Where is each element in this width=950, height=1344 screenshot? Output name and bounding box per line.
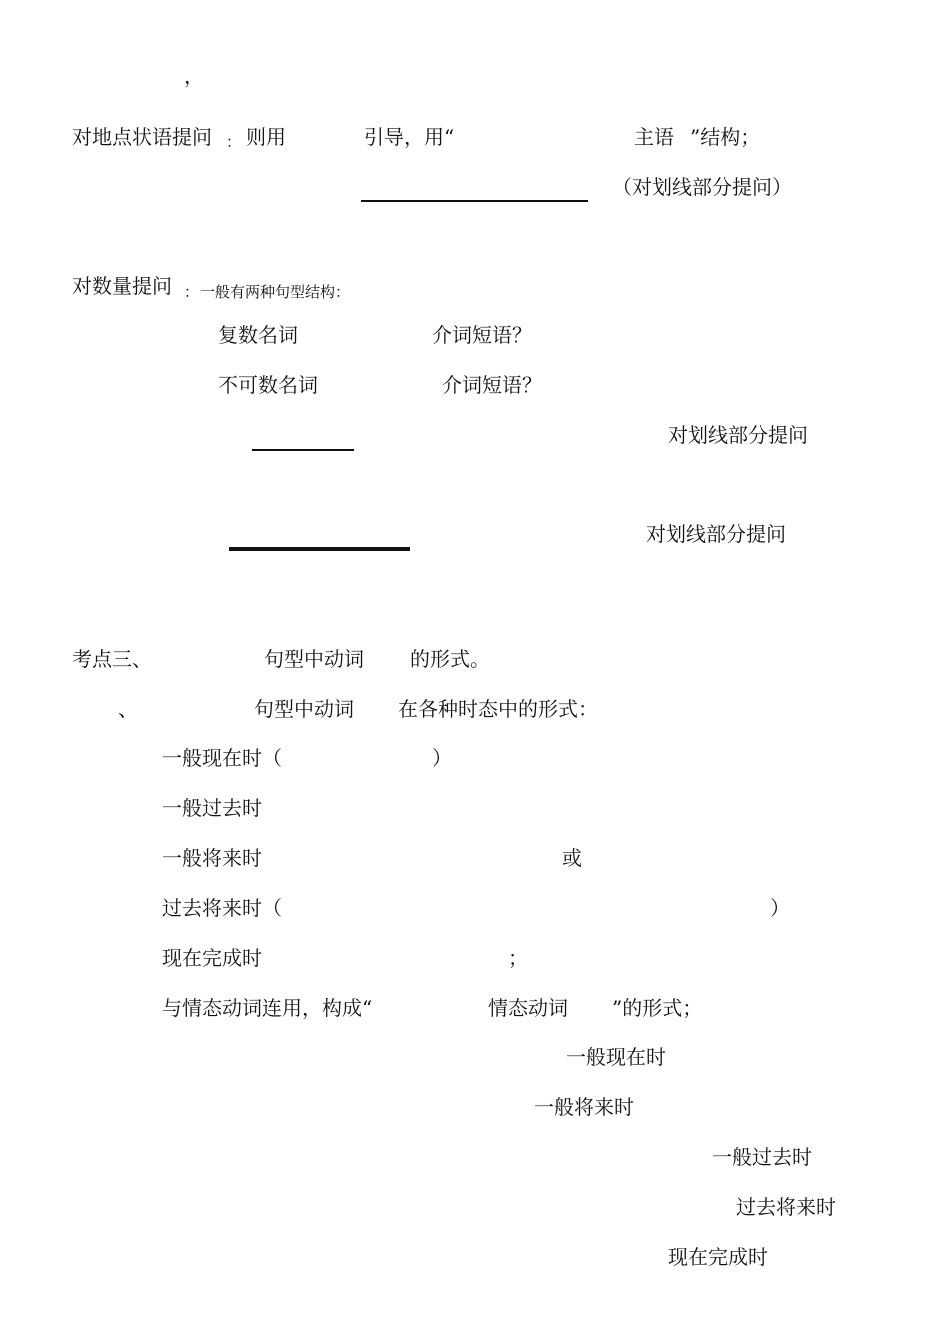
tense-modal-verb: 情态动词 (488, 996, 568, 1020)
tense-past-simple: 一般过去时 (162, 796, 262, 820)
quantity-question-desc: 一般有两种句型结构： (200, 283, 351, 301)
tense-future-or: 或 (562, 846, 582, 870)
example-future-simple: 一般将来时 (534, 1095, 634, 1119)
example-present-perfect: 现在完成时 (668, 1245, 768, 1269)
point3-sub-tenses: 在各种时态中的形式： (398, 697, 598, 721)
tense-present-perfect-semicolon: ； (508, 946, 528, 970)
location-question-guide: 引导，用“ (364, 125, 455, 149)
location-question-note: （对划线部分提问） (612, 175, 792, 199)
stray-comma: ， (184, 64, 204, 88)
location-question-colon: ： (226, 133, 242, 151)
tense-past-future: 过去将来时（ (162, 896, 282, 920)
tense-present-perfect: 现在完成时 (162, 946, 262, 970)
point3-sub-number: 、 (118, 697, 138, 721)
quantity-question-colon: ： (184, 283, 200, 301)
quantity-structure-1-noun: 复数名词 (218, 323, 298, 347)
location-question-structure: ”结构； (690, 125, 761, 149)
quantity-note-1: 对划线部分提问 (668, 423, 808, 447)
quantity-structure-2-noun: 不可数名词 (218, 373, 318, 397)
answer-underline-3 (229, 547, 410, 551)
location-question-lead: 对地点状语提问 (72, 125, 212, 149)
quantity-question-lead: 对数量提问 (72, 274, 172, 298)
quantity-note-2: 对划线部分提问 (646, 522, 786, 546)
quantity-structure-1-phrase: 介词短语？ (432, 323, 532, 347)
example-past-simple: 一般过去时 (712, 1145, 812, 1169)
point3-title-form: 的形式。 (410, 647, 490, 671)
answer-underline-2 (252, 449, 354, 451)
point3-title-sentence: 句型中动词 (264, 647, 364, 671)
tense-present-simple-close: ） (432, 746, 452, 770)
location-question-subject: 主语 (634, 125, 674, 149)
tense-present-simple: 一般现在时（ (162, 746, 282, 770)
answer-underline-1 (361, 200, 588, 202)
point3-title-label: 考点三、 (72, 647, 152, 671)
quantity-structure-2-phrase: 介词短语？ (442, 373, 542, 397)
tense-past-future-close: ） (770, 896, 790, 920)
tense-modal-intro: 与情态动词连用，构成“ (162, 996, 373, 1020)
example-present-simple: 一般现在时 (566, 1045, 666, 1069)
example-past-future: 过去将来时 (736, 1195, 836, 1219)
tense-future-simple: 一般将来时 (162, 846, 262, 870)
location-question-mid: 则用 (246, 125, 286, 149)
tense-modal-form: ”的形式； (612, 996, 703, 1020)
point3-sub-sentence: 句型中动词 (254, 697, 354, 721)
